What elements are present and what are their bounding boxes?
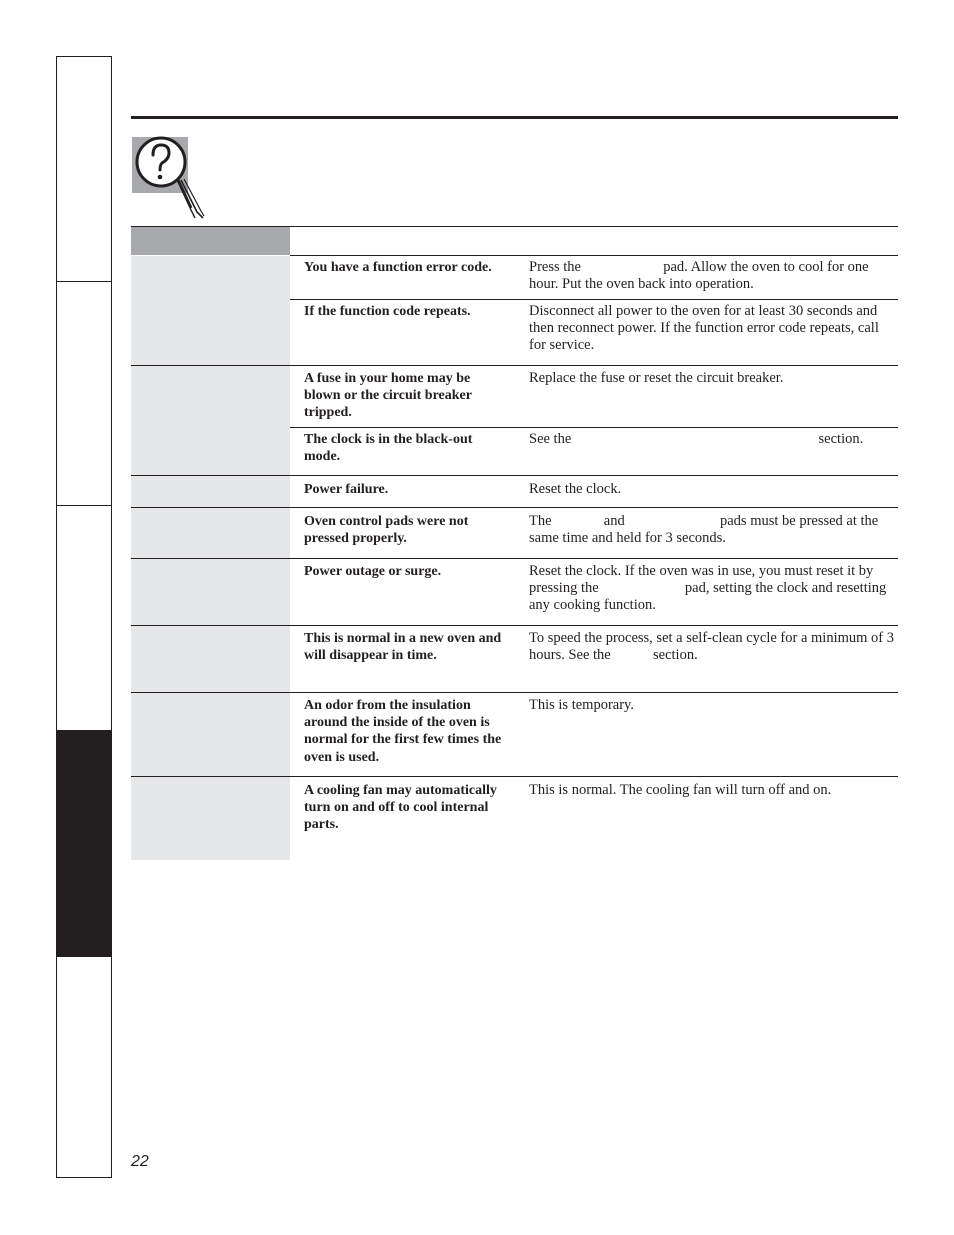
action-text: Reset the clock. If the oven was in use, you must reset it by pressing the pad, setting the clock and resetting any cooking function. (529, 563, 887, 614)
problem-cell-2 (131, 366, 290, 475)
row-rule (131, 558, 898, 559)
top-rule (131, 116, 898, 119)
action-text: To speed the process, set a self-clean cycle for a minimum of 3 hours. See the section. (529, 630, 894, 664)
cause-text: A cooling fan may automatically turn on and off to cool internal parts. (304, 783, 497, 833)
question-magnifier-icon (131, 136, 211, 222)
cause-text: A fuse in your home may be blown or the circuit breaker tripped. (304, 371, 472, 421)
action-text: This is normal. The cooling fan will turn off and on. (529, 782, 832, 798)
side-tabs (56, 56, 112, 1178)
action-text: The and pads must be pressed at the same time and held for 3 seconds. (529, 513, 879, 547)
row-rule (131, 625, 898, 626)
cause-text: Power failure. (304, 482, 389, 497)
problem-cell-6 (131, 626, 290, 692)
problem-cell-8 (131, 777, 290, 860)
side-tab-1[interactable] (57, 57, 111, 282)
row-rule (131, 475, 898, 476)
table-header-bottom-rule (290, 255, 898, 256)
side-tab-3[interactable] (57, 506, 111, 731)
problem-cell-5 (131, 559, 290, 625)
side-tab-5[interactable] (57, 957, 111, 1177)
cause-text: An odor from the insulation around the inside of the oven is normal for the first few times the oven is used. (304, 698, 502, 765)
sub-row-rule (290, 299, 898, 300)
action-text: Replace the fuse or reset the circuit breaker. (529, 370, 784, 386)
table-header-problem-cell (131, 227, 290, 255)
problem-cell-3 (131, 476, 290, 507)
action-text: Disconnect all power to the oven for at least 30 seconds and then reconnect power. If the function error code repeats, call for service. (529, 303, 879, 354)
action-text: Press the pad. Allow the oven to cool for one hour. Put the oven back into operation. (529, 259, 869, 293)
cause-text: Oven control pads were not pressed properly. (304, 514, 469, 547)
sub-row-rule (290, 427, 898, 428)
row-rule (131, 365, 898, 366)
row-rule (131, 692, 898, 693)
problem-cell-4 (131, 508, 290, 558)
page-number: 22 (131, 1153, 149, 1170)
row-rule (131, 507, 898, 508)
action-text: This is temporary. (529, 697, 634, 713)
problem-cell-7 (131, 693, 290, 776)
action-text: See the section. (529, 431, 864, 447)
action-text: Reset the clock. (529, 481, 622, 497)
row-rule (131, 776, 898, 777)
side-tab-2[interactable] (57, 282, 111, 506)
cause-text: Power outage or surge. (304, 564, 442, 579)
cause-text: If the function code repeats. (304, 304, 471, 319)
problem-cell-1 (131, 256, 290, 365)
cause-text: The clock is in the black-out mode. (304, 432, 473, 465)
cause-text: This is normal in a new oven and will disappear in time. (304, 631, 502, 664)
cause-text: You have a function error code. (304, 260, 492, 275)
side-tab-4-active[interactable] (57, 731, 111, 957)
